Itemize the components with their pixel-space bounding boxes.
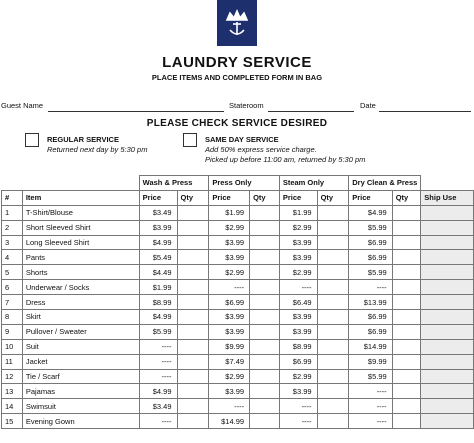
row-number: 8 [2, 310, 23, 325]
wash-press-price: $3.49 [139, 205, 177, 220]
col-qty: Qty [250, 190, 280, 205]
table-row [2, 339, 474, 354]
press-only-price: $2.99 [209, 265, 250, 280]
steam-only-price: ---- [279, 399, 317, 414]
press-only-qty[interactable] [250, 369, 280, 384]
steam-only-price: ---- [279, 414, 317, 429]
ship-use-cell[interactable] [421, 235, 474, 250]
steam-only-qty[interactable] [317, 295, 349, 310]
table-row [2, 205, 474, 220]
press-only-qty[interactable] [250, 250, 280, 265]
dry-clean-qty[interactable] [392, 384, 421, 399]
press-only-price: $3.99 [209, 384, 250, 399]
wash-press-qty[interactable] [177, 414, 209, 429]
wash-press-price: $5.99 [139, 324, 177, 339]
row-item: Suit [22, 339, 139, 354]
row-item: Shorts [22, 265, 139, 280]
wash-press-qty[interactable] [177, 384, 209, 399]
steam-only-price: $3.99 [279, 324, 317, 339]
same-day-service-note-2: Picked up before 11:00 am, returned by 5:30 pm [205, 155, 366, 164]
row-item: Evening Gown [22, 414, 139, 429]
ship-use-cell[interactable] [421, 250, 474, 265]
steam-only-qty[interactable] [317, 250, 349, 265]
press-only-price: $3.99 [209, 324, 250, 339]
same-day-service-checkbox[interactable] [183, 133, 197, 147]
wash-press-price: $4.99 [139, 384, 177, 399]
row-number: 5 [2, 265, 23, 280]
press-only-price: ---- [209, 399, 250, 414]
ship-use-cell[interactable] [421, 399, 474, 414]
press-only-price: $9.99 [209, 339, 250, 354]
dry-clean-price: ---- [349, 384, 392, 399]
dry-clean-price: ---- [349, 414, 392, 429]
col-price: Price [209, 190, 250, 205]
wash-press-qty[interactable] [177, 295, 209, 310]
row-item: Dress [22, 295, 139, 310]
dry-clean-qty[interactable] [392, 310, 421, 325]
dry-clean-qty[interactable] [392, 235, 421, 250]
dry-clean-price: $14.99 [349, 339, 392, 354]
row-item: Skirt [22, 310, 139, 325]
steam-only-qty[interactable] [317, 339, 349, 354]
press-only-qty[interactable] [250, 414, 280, 429]
guest-fields [0, 101, 474, 113]
group-press-only: Press Only [209, 176, 280, 191]
wash-press-price: $4.99 [139, 310, 177, 325]
table-row [2, 414, 474, 429]
wash-press-price: ---- [139, 369, 177, 384]
steam-only-price: $3.99 [279, 250, 317, 265]
same-day-service-label: SAME DAY SERVICE [205, 135, 279, 144]
steam-only-qty[interactable] [317, 354, 349, 369]
steam-only-qty[interactable] [317, 384, 349, 399]
press-only-qty[interactable] [250, 295, 280, 310]
form-title: LAUNDRY SERVICE [162, 54, 312, 71]
guest-name-field[interactable] [48, 111, 224, 112]
form-subtitle: PLACE ITEMS AND COMPLETED FORM IN BAG [151, 73, 323, 82]
dry-clean-price: $5.99 [349, 265, 392, 280]
wash-press-qty[interactable] [177, 205, 209, 220]
ship-use-cell[interactable] [421, 310, 474, 325]
row-number: 11 [2, 354, 23, 369]
row-item: Pullover / Sweater [22, 324, 139, 339]
stateroom-field[interactable] [268, 111, 354, 112]
wash-press-qty[interactable] [177, 250, 209, 265]
press-only-price: $6.99 [209, 295, 250, 310]
col-qty: Qty [317, 190, 349, 205]
steam-only-price: $6.49 [279, 295, 317, 310]
ship-use-cell[interactable] [421, 339, 474, 354]
row-number: 12 [2, 369, 23, 384]
wash-press-price: ---- [139, 339, 177, 354]
ship-use-cell[interactable] [421, 295, 474, 310]
steam-only-qty[interactable] [317, 280, 349, 295]
wash-press-price: $1.99 [139, 280, 177, 295]
press-only-qty[interactable] [250, 205, 280, 220]
wash-press-qty[interactable] [177, 235, 209, 250]
steam-only-qty[interactable] [317, 235, 349, 250]
wash-press-qty[interactable] [177, 265, 209, 280]
wash-press-price: $5.49 [139, 250, 177, 265]
table-row [2, 295, 474, 310]
col-qty: Qty [177, 190, 209, 205]
press-only-qty[interactable] [250, 339, 280, 354]
ship-use-cell[interactable] [421, 369, 474, 384]
steam-only-price: $3.99 [279, 384, 317, 399]
wash-press-price: ---- [139, 414, 177, 429]
steam-only-price: $2.99 [279, 220, 317, 235]
steam-only-qty[interactable] [317, 399, 349, 414]
dry-clean-price: $4.99 [349, 205, 392, 220]
press-only-qty[interactable] [250, 324, 280, 339]
col-ship-use: Ship Use [421, 190, 474, 205]
dry-clean-qty[interactable] [392, 339, 421, 354]
row-number: 7 [2, 295, 23, 310]
steam-only-price: ---- [279, 280, 317, 295]
table-row [2, 235, 474, 250]
row-number: 6 [2, 280, 23, 295]
stateroom-label: Stateroom [229, 101, 264, 110]
col-price: Price [139, 190, 177, 205]
row-item: Long Sleeved Shirt [22, 235, 139, 250]
steam-only-qty[interactable] [317, 310, 349, 325]
table-row [2, 280, 474, 295]
dry-clean-qty[interactable] [392, 205, 421, 220]
col-number: # [2, 190, 23, 205]
wash-press-qty[interactable] [177, 369, 209, 384]
steam-only-qty[interactable] [317, 265, 349, 280]
wash-press-price: $3.49 [139, 399, 177, 414]
table-row [2, 384, 474, 399]
table-row [2, 324, 474, 339]
steam-only-price: $1.99 [279, 205, 317, 220]
press-only-price: $1.99 [209, 205, 250, 220]
row-number: 15 [2, 414, 23, 429]
press-only-qty[interactable] [250, 235, 280, 250]
ship-use-cell[interactable] [421, 414, 474, 429]
press-only-price: $3.99 [209, 250, 250, 265]
date-label: Date [360, 101, 376, 110]
ship-use-cell[interactable] [421, 354, 474, 369]
steam-only-price: $2.99 [279, 265, 317, 280]
dry-clean-price: $6.99 [349, 310, 392, 325]
steam-only-qty[interactable] [317, 414, 349, 429]
press-only-price: $14.99 [209, 414, 250, 429]
wash-press-qty[interactable] [177, 399, 209, 414]
service-heading: PLEASE CHECK SERVICE DESIRED [146, 118, 328, 129]
same-day-service-note-1: Add 50% express service charge. [205, 145, 317, 154]
dry-clean-price: $13.99 [349, 295, 392, 310]
row-number: 14 [2, 399, 23, 414]
wash-press-qty[interactable] [177, 280, 209, 295]
table-row [2, 220, 474, 235]
press-only-price: $3.99 [209, 235, 250, 250]
dry-clean-qty[interactable] [392, 414, 421, 429]
dry-clean-qty[interactable] [392, 220, 421, 235]
dry-clean-price: $5.99 [349, 220, 392, 235]
laundry-price-table [1, 175, 474, 429]
dry-clean-qty[interactable] [392, 399, 421, 414]
steam-only-price: $3.99 [279, 310, 317, 325]
row-item: Swimsuit [22, 399, 139, 414]
press-only-qty[interactable] [250, 399, 280, 414]
crown-anchor-logo-icon [217, 0, 257, 46]
press-only-qty[interactable] [250, 265, 280, 280]
press-only-price: $7.49 [209, 354, 250, 369]
row-number: 4 [2, 250, 23, 265]
table-row [2, 399, 474, 414]
regular-service-checkbox[interactable] [25, 133, 39, 147]
wash-press-price: $8.99 [139, 295, 177, 310]
row-number: 3 [2, 235, 23, 250]
col-qty: Qty [392, 190, 421, 205]
dry-clean-price: $9.99 [349, 354, 392, 369]
col-price: Price [349, 190, 392, 205]
row-item: Jacket [22, 354, 139, 369]
group-steam-only: Steam Only [279, 176, 348, 191]
dry-clean-qty[interactable] [392, 295, 421, 310]
regular-service-label: REGULAR SERVICE [47, 135, 119, 144]
row-number: 13 [2, 384, 23, 399]
wash-press-price: ---- [139, 354, 177, 369]
steam-only-price: $6.99 [279, 354, 317, 369]
dry-clean-price: $5.99 [349, 369, 392, 384]
steam-only-qty[interactable] [317, 205, 349, 220]
row-item: Short Sleeved Shirt [22, 220, 139, 235]
regular-service-note: Returned next day by 5:30 pm [47, 145, 148, 154]
dry-clean-qty[interactable] [392, 265, 421, 280]
ship-use-cell[interactable] [421, 220, 474, 235]
row-item: Pants [22, 250, 139, 265]
group-wash-press: Wash & Press [139, 176, 209, 191]
dry-clean-qty[interactable] [392, 324, 421, 339]
row-item: Underwear / Socks [22, 280, 139, 295]
table-row [2, 250, 474, 265]
dry-clean-price: $6.99 [349, 324, 392, 339]
col-price: Price [279, 190, 317, 205]
steam-only-price: $3.99 [279, 235, 317, 250]
dry-clean-qty[interactable] [392, 280, 421, 295]
ship-use-cell[interactable] [421, 205, 474, 220]
row-item: Pajamas [22, 384, 139, 399]
dry-clean-qty[interactable] [392, 369, 421, 384]
table-row [2, 310, 474, 325]
press-only-qty[interactable] [250, 354, 280, 369]
wash-press-qty[interactable] [177, 220, 209, 235]
press-only-qty[interactable] [250, 310, 280, 325]
row-number: 9 [2, 324, 23, 339]
group-dry-clean: Dry Clean & Press [349, 176, 421, 191]
row-number: 10 [2, 339, 23, 354]
dry-clean-qty[interactable] [392, 354, 421, 369]
ship-use-cell[interactable] [421, 280, 474, 295]
regular-service-option [25, 133, 175, 163]
table-row [2, 354, 474, 369]
press-only-qty[interactable] [250, 220, 280, 235]
steam-only-qty[interactable] [317, 324, 349, 339]
press-only-qty[interactable] [250, 384, 280, 399]
press-only-price: ---- [209, 280, 250, 295]
row-number: 1 [2, 205, 23, 220]
dry-clean-price: ---- [349, 280, 392, 295]
ship-use-cell[interactable] [421, 265, 474, 280]
ship-use-cell[interactable] [421, 384, 474, 399]
wash-press-qty[interactable] [177, 310, 209, 325]
press-only-qty[interactable] [250, 280, 280, 295]
ship-use-cell[interactable] [421, 324, 474, 339]
row-item: Tie / Scarf [22, 369, 139, 384]
press-only-price: $2.99 [209, 369, 250, 384]
wash-press-qty[interactable] [177, 324, 209, 339]
wash-press-price: $3.99 [139, 220, 177, 235]
row-number: 2 [2, 220, 23, 235]
table-row [2, 369, 474, 384]
date-field[interactable] [379, 111, 471, 112]
dry-clean-price: ---- [349, 399, 392, 414]
steam-only-price: $8.99 [279, 339, 317, 354]
same-day-service-option [183, 133, 403, 169]
press-only-price: $3.99 [209, 310, 250, 325]
wash-press-qty[interactable] [177, 339, 209, 354]
press-only-price: $2.99 [209, 220, 250, 235]
dry-clean-price: $6.99 [349, 235, 392, 250]
wash-press-price: $4.99 [139, 235, 177, 250]
steam-only-qty[interactable] [317, 220, 349, 235]
wash-press-qty[interactable] [177, 354, 209, 369]
wash-press-price: $4.49 [139, 265, 177, 280]
guest-name-label: Guest Name [1, 101, 44, 110]
dry-clean-qty[interactable] [392, 250, 421, 265]
steam-only-price: $2.99 [279, 369, 317, 384]
col-item: Item [22, 190, 139, 205]
dry-clean-price: $6.99 [349, 250, 392, 265]
table-row [2, 265, 474, 280]
row-item: T-Shirt/Blouse [22, 205, 139, 220]
steam-only-qty[interactable] [317, 369, 349, 384]
